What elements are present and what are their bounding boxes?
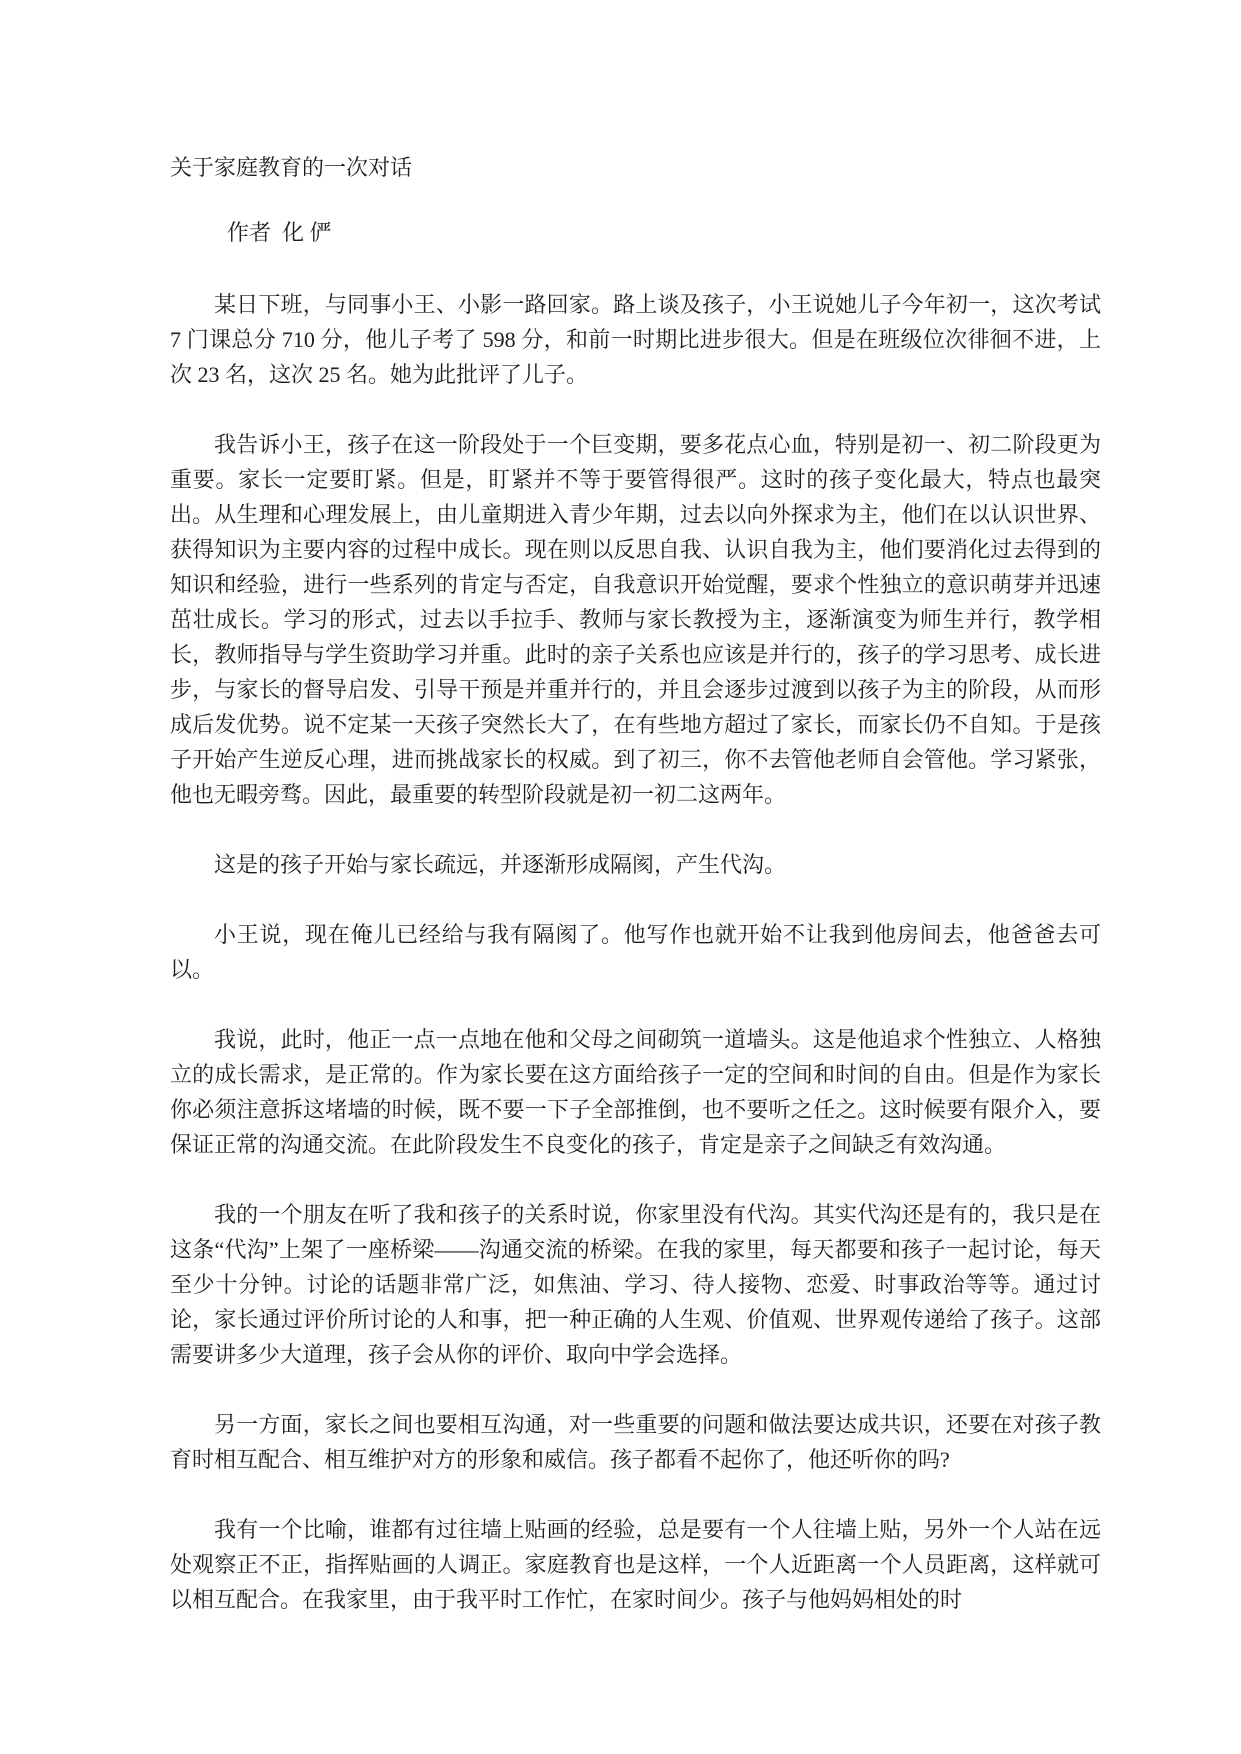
paragraph-5: 我说，此时，他正一点一点地在他和父母之间砌筑一道墙头。这是他追求个性独立、人格独立的成长需求，是正常的。作为家长要在这方面给孩子一定的空间和时间的自由。但是作为家长你必须注意拆这堵墙的时候，既不要一下子全部推倒，也不要听之任之。这时候要有限介入，要保证正常的沟通交流。在此阶段发生不良变化的孩子，肯定是亲子之间缺乏有效沟通。: [170, 1027, 1101, 1157]
paragraph-6: 我的一个朋友在听了我和孩子的关系时说，你家里没有代沟。其实代沟还是有的，我只是在这条“代沟”上架了一座桥梁——沟通交流的桥梁。在我的家里，每天都要和孩子一起讨论，每天至少十分钟。讨论的话题非常广泛，如焦油、学习、待人接物、恋爱、时事政治等等。通过讨论，家长通过评价所讨论的人和事，把一种正确的人生观、价值观、世界观传递给了孩子。这部需要讲多少大道理，孩子会从你的评价、取向中学会选择。: [170, 1202, 1101, 1367]
paragraph-8: 我有一个比喻，谁都有过往墙上贴画的经验，总是要有一个人往墙上贴，另外一个人站在远处观察正不正，指挥贴画的人调正。家庭教育也是这样，一个人近距离一个人员距离，这样就可以相互配合。在我家里，由于我平时工作忙，在家时间少。孩子与他妈妈相处的时: [170, 1517, 1101, 1612]
document-title: 关于家庭教育的一次对话: [170, 155, 413, 180]
paragraph-4: 小王说，现在俺儿已经给与我有隔阂了。他写作也就开始不让我到他房间去，他爸爸去可以。: [170, 922, 1101, 982]
author-line: 作者 化 俨: [227, 220, 332, 245]
paragraph-1: 某日下班，与同事小王、小影一路回家。路上谈及孩子，小王说她儿子今年初一，这次考试 7 门课总分 710 分，他儿子考了 598 分，和前一时期比进步很大。但是在班级位次徘徊不进，上次 23 名，这次 25 名。她为此批评了儿子。: [170, 292, 1101, 387]
paragraph-7: 另一方面，家长之间也要相互沟通，对一些重要的问题和做法要达成共识，还要在对孩子教育时相互配合、相互维护对方的形象和威信。孩子都看不起你了，他还听你的吗?: [170, 1412, 1101, 1472]
paragraph-3: 这是的孩子开始与家长疏远，并逐渐形成隔阂，产生代沟。: [214, 852, 787, 877]
paragraph-2: 我告诉小王，孩子在这一阶段处于一个巨变期，要多花点心血，特别是初一、初二阶段更为重要。家长一定要盯紧。但是，盯紧并不等于要管得很严。这时的孩子变化最大，特点也最突出。从生理和心理发展上，由儿童期进入青少年期，过去以向外探求为主，他们在以认识世界、获得知识为主要内容的过程中成长。现在则以反思自我、认识自我为主，他们要消化过去得到的知识和经验，进行一些系列的肯定与否定，自我意识开始觉醒，要求个性独立的意识萌芽并迅速茁壮成长。学习的形式，过去以手拉手、教师与家长教授为主，逐渐演变为师生并行，教学相长，教师指导与学生资助学习并重。此时的亲子关系也应该是并行的，孩子的学习思考、成长进步，与家长的督导启发、引导干预是并重并行的，并且会逐步过渡到以孩子为主的阶段，从而形成后发优势。说不定某一天孩子突然长大了，在有些地方超过了家长，而家长仍不自知。于是孩子开始产生逆反心理，进而挑战家长的权威。到了初三，你不去管他老师自会管他。学习紧张，他也无暇旁骛。因此，最重要的转型阶段就是初一初二这两年。: [170, 432, 1101, 807]
